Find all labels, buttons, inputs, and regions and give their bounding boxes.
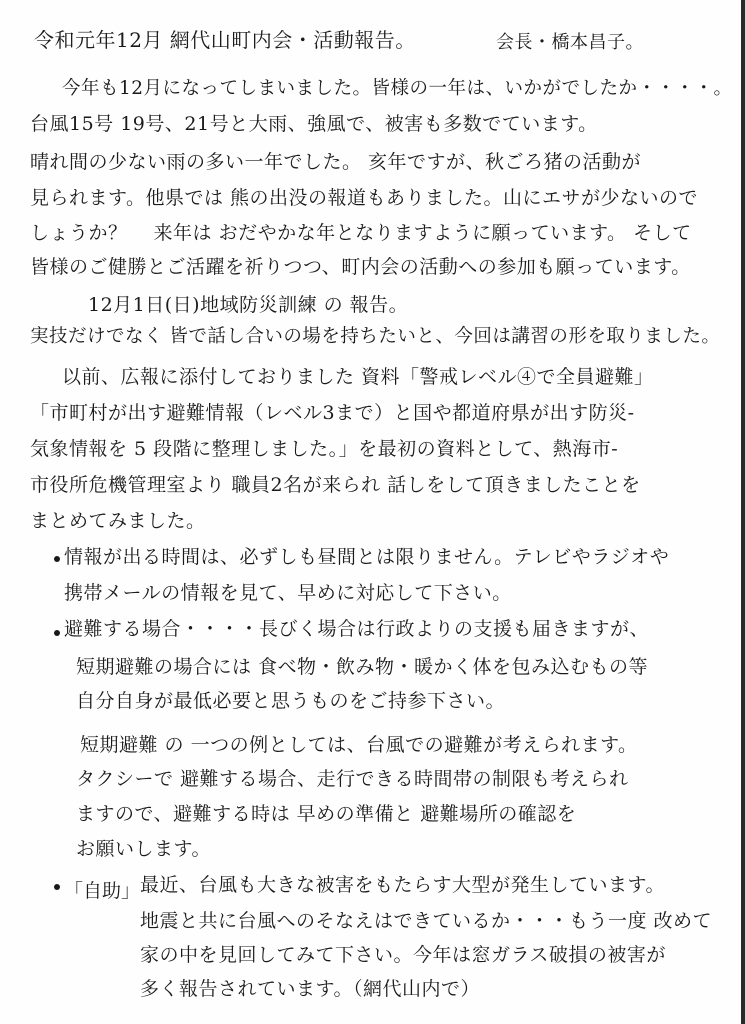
bullet-line: 避難する場合・・・・長びく場合は行政よりの支援も届きますが、 (64, 618, 650, 640)
paragraph-line: 以前、広報に添付しておりました 資料「警戒レベル④で全員避難」 (62, 366, 654, 388)
paragraph-line: 短期避難 の 一つの例としては、台風での避難が考えられます。 (80, 734, 638, 756)
bullet-line: 多く報告されています。（網代山内で） (140, 978, 480, 1000)
bullet-line: 短期避難の場合には 食べ物・飲み物・暖かく体を包み込むもの等 (76, 656, 649, 678)
section-heading: 12月1日(日)地域防災訓練 の 報告。 (88, 294, 409, 316)
bullet-line: 家の中を見回してみて下さい。今年は窓ガラス破損の被害が (140, 944, 666, 966)
paragraph-line: 実技だけでなく 皆で話し合いの場を持ちたいと、今回は講習の形を取りました。 (30, 326, 721, 347)
bullet-dot (54, 884, 60, 890)
paragraph-line: まとめてみました。 (30, 510, 206, 532)
bullet-line: 携帯メールの情報を見て、早めに対応して下さい。 (64, 582, 512, 604)
bullet-dot (54, 556, 60, 562)
bullet-line: 地震と共に台風へのそなえはできているか・・・もう一度 改めて (140, 910, 713, 932)
bullet-dot (54, 630, 60, 636)
report-title: 令和元年12月 網代山町内会・活動報告。 (34, 28, 416, 52)
paragraph-line: 晴れ間の少ない雨の多い一年でした。 亥年ですが、秋ごろ猪の活動が (30, 151, 642, 173)
paragraph-line: ますので、避難する時は 早めの準備と 避難場所の確認を (76, 803, 577, 825)
self-help-label: 「自助」 (64, 880, 141, 902)
paragraph-line: しょうか？ 来年は おだやかな年となりますように願っています。 そして (30, 222, 692, 244)
paragraph-line: タクシーで 避難する場合、走行できる時間帯の制限も考えられ (76, 768, 629, 790)
paragraph-line: お願いします。 (76, 838, 211, 860)
paragraph-line: 市役所危機管理室より 職員2名が来られ 話しをして頂きましたことを (30, 474, 641, 496)
paragraph-line: 今年も12月になってしまいました。皆様の一年は、いかがでしたか・・・・。 (62, 78, 733, 99)
bullet-line: 自分自身が最低必要と思うものをご持参下さい。 (76, 690, 506, 712)
paragraph-line: 皆様のご健勝とご活躍を祈りつつ、町内会の活動への参加も願っています。 (30, 256, 691, 278)
bullet-line: 最近、台風も大きな被害をもたらす大型が発生しています。 (140, 874, 665, 896)
author-signature: 会長・橋本昌子。 (496, 32, 644, 53)
paragraph-line: 気象情報を 5 段階に整理しました。」を最初の資料として、熱海市- (30, 438, 619, 460)
paragraph-line: 台風15号 19号、21号と大雨、強風で、被害も多数でています。 (30, 113, 598, 135)
paragraph-line: 見られます。他県では 熊の出没の報道もありました。山にエサが少ないので (30, 187, 699, 209)
paragraph-line: 「市町村が出す避難情報（レベル3まで）と国や都道府県が出す防災- (30, 402, 635, 424)
page-edge (741, 0, 745, 1024)
bullet-line: 情報が出る時間は、必ずしも昼間とは限りません。テレビやラジオや (64, 546, 670, 568)
